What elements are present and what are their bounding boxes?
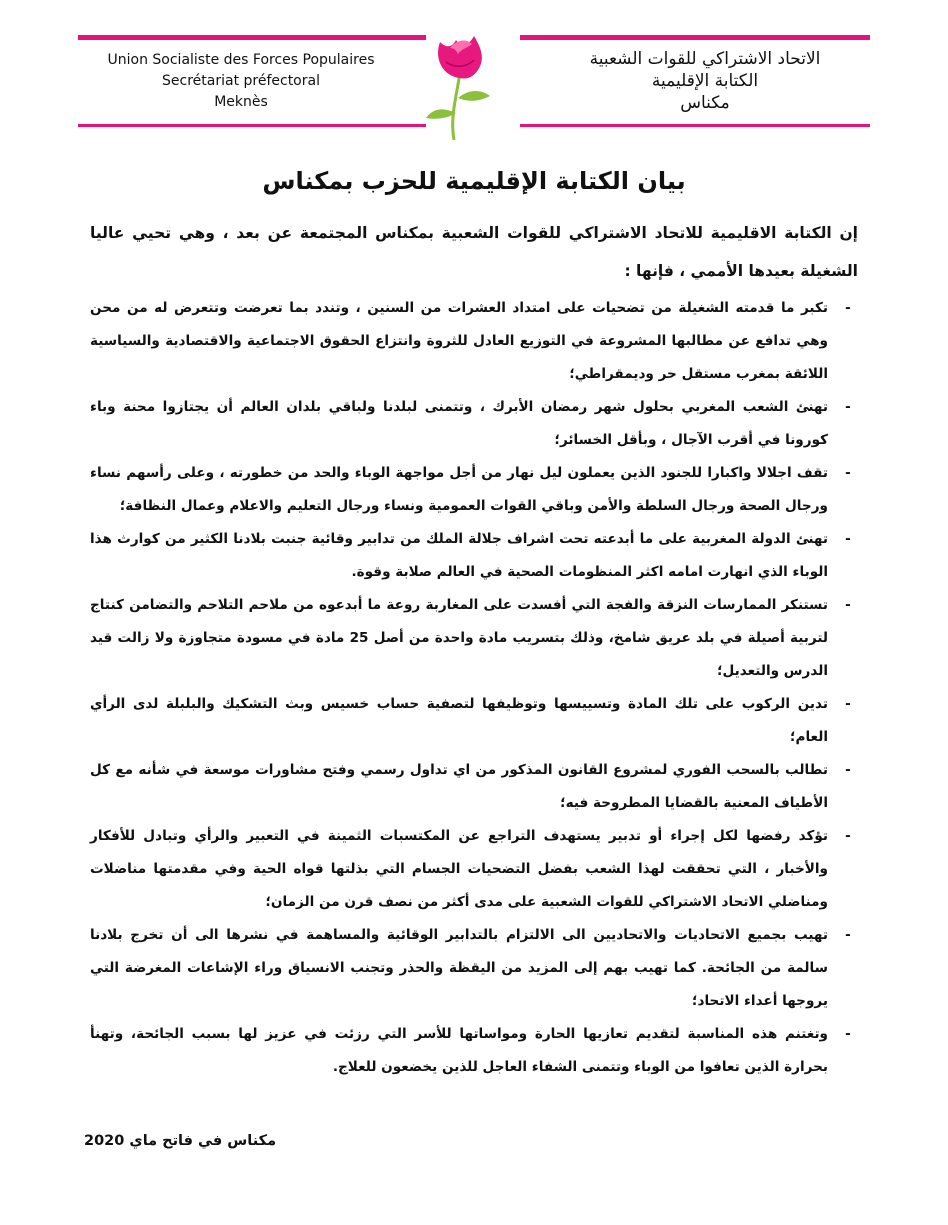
list-item [90, 1018, 858, 1084]
letterhead-fr-line-1: Union Socialiste des Forces Populaires [107, 52, 375, 68]
rose-icon [410, 18, 510, 143]
list-item-text: تقف اجلالا واكبارا للجنود الذين يعملون ليل نهار من أجل مواجهة الوباء والحد من خطورته ، وعلى رأسهم نساء ورجال الصحة ورجال السلطة والأمن وباقي القوات العمومية ونساء ورجال التعليم والاعلام وعمال النظافة؛ [90, 465, 828, 514]
list-item-text: تكبر ما قدمته الشغيلة من تضحيات على امتداد العشرات من السنين ، وتندد بما تعرضت وتتعرض له من محن وهي تدافع عن مطالبها المشروعة في التوزيع العادل للثروة وانتزاع الحقوق الاجتماعية والاقتصادية والسياسية اللائقة بمغرب مستقل حر وديمقراطي؛ [90, 300, 828, 382]
list-item [90, 523, 858, 589]
letterhead-ar-line-3: مكناس [680, 93, 730, 113]
left-top-bar [78, 35, 426, 40]
letterhead [0, 0, 948, 145]
bullet-marker: - [845, 1026, 851, 1042]
letterhead-arabic [540, 48, 870, 114]
list-item [90, 754, 858, 820]
letterhead-fr-line-2: Secrétariat préfectoral [162, 73, 320, 89]
list-item [90, 820, 858, 919]
intro-paragraph: إن الكتابة الاقليمية للاتحاد الاشتراكي للقوات الشعبية بمكناس المجتمعة عن بعد ، وهي تحيي عاليا الشغيلة بعيدها الأممي ، فإنها : [90, 224, 858, 280]
bullet-marker: - [845, 531, 851, 547]
list-item [90, 292, 858, 391]
bullet-marker: - [845, 762, 851, 778]
list-item [90, 919, 858, 1018]
list-item [90, 688, 858, 754]
bullet-marker: - [845, 597, 851, 613]
right-bottom-bar [520, 124, 870, 127]
bullet-marker: - [845, 828, 851, 844]
right-top-bar [520, 35, 870, 40]
letterhead-ar-line-2: الكتابة الإقليمية [651, 71, 759, 91]
letterhead-fr-line-3: Meknès [214, 94, 268, 110]
bullet-marker: - [845, 399, 851, 415]
list-item-text: وتغتنم هذه المناسبة لتقديم تعازيها الحارة ومواساتها للأسر التي رزئت في عزيز لها بسبب الجائحة، وتهنأ بحرارة الذين تعافوا من الوباء وتتمنى الشفاء العاجل للذين يخضعون للعلاج. [90, 1026, 828, 1075]
bullet-marker: - [845, 300, 851, 316]
list-item [90, 589, 858, 688]
document-body [90, 214, 858, 1084]
date-line: مكناس في فاتح ماي 2020 [84, 1133, 277, 1149]
bullet-marker: - [845, 465, 851, 481]
list-item-text: تطالب بالسحب الفوري لمشروع القانون المذكور من اي تداول رسمي وفتح مشاورات موسعة في شأنه مع كل الأطياف المعنية بالقضايا المطروحة فيه؛ [90, 762, 828, 811]
list-item-text: تهنئ الشعب المغربي بحلول شهر رمضان الأبرك ، وتتمنى لبلدنا ولباقي بلدان العالم أن يجتازوا محنة وباء كورونا في أقرب الآجال ، وبأقل الخسائر؛ [90, 399, 828, 448]
letterhead-ar-line-1: الاتحاد الاشتراكي للقوات الشعبية [589, 49, 821, 69]
list-item-text: تدين الركوب على تلك المادة وتسييسها وتوظيفها لتصفية حساب خسيس وبث التشكيك والبلبلة لدى الرأي العام؛ [90, 696, 828, 745]
bullet-marker: - [845, 696, 851, 712]
list-item-text: تستنكر الممارسات النزقة والفجة التي أفسدت على المغاربة روعة ما أبدعوه من ملاحم التلاحم والتضامن كنتاج لتربية أصيلة في بلد عريق شامخ، وذلك بتسريب مادة واحدة من أصل 25 مادة في مسودة متجاوزة ولا زالت قيد الدرس والتعديل؛ [90, 597, 828, 679]
list-item [90, 391, 858, 457]
list-item [90, 457, 858, 523]
letterhead-french [80, 50, 402, 113]
list-item-text: تهنئ الدولة المغربية على ما أبدعته تحت اشراف جلالة الملك من تدابير وقائية جنبت بلادنا الكثير من كوارث هذا الوباء الذي انهارت امامه اكثر المنظومات الصحية في العالم صلابة وقوة. [90, 531, 828, 580]
bullet-marker: - [845, 927, 851, 943]
left-bottom-bar [78, 124, 426, 127]
list-item-text: تؤكد رفضها لكل إجراء أو تدبير يستهدف التراجع عن المكتسبات الثمينة في التعبير والرأي وتبادل للأفكار والأخبار ، التي تحققت لهذا الشعب بفضل التضحيات الجسام التي بذلتها قواه الحية وفي مقدمتها مناضلات ومناضلي الاتحاد الاشتراكي للقوات الشعبية على مدى أكثر من نصف قرن من الزمان؛ [90, 828, 828, 910]
statement-list [90, 292, 858, 1084]
list-item-text: تهيب بجميع الاتحاديات والاتحاديين الى الالتزام بالتدابير الوقائية والمساهمة في نشرها الى أن تخرج بلادنا سالمة من الجائحة. كما تهيب بهم إلى المزيد من اليقظة والحذر وتجنب الانسياق وراء الإشاعات المغرضة التي يروجها أعداء الاتحاد؛ [90, 927, 828, 1009]
document-title: بيان الكتابة الإقليمية للحزب بمكناس [262, 167, 686, 195]
